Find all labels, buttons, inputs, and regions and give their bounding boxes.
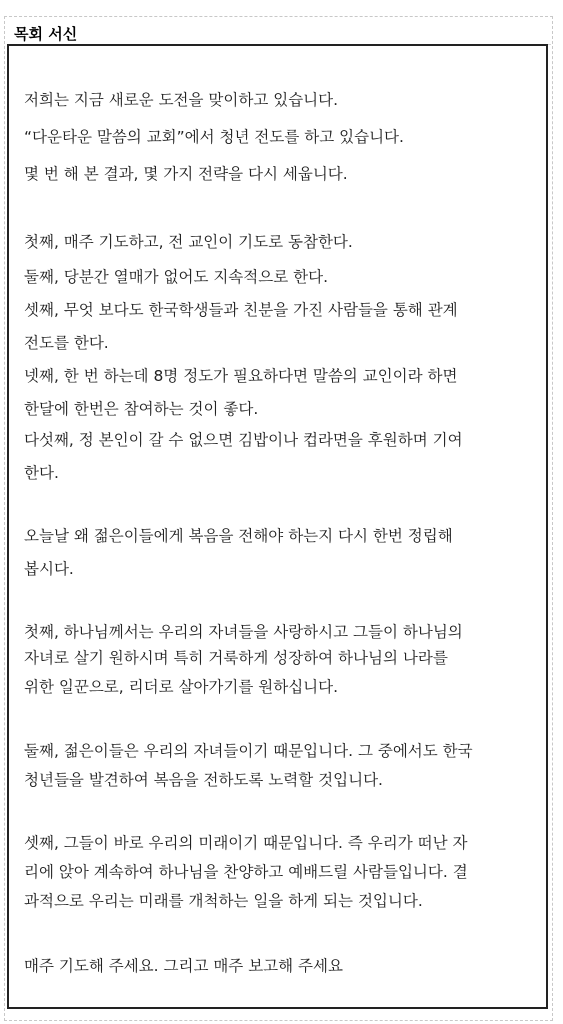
letter-line: “다운타운 말씀의 교회”에서 청년 전도를 하고 있습니다. [24,128,404,146]
letter-line: 둘째, 당분간 열매가 없어도 지속적으로 한다. [24,268,329,286]
letter-line: 첫째, 매주 기도하고, 전 교인이 기도로 동참한다. [24,233,353,251]
letter-line: 과적으로 우리는 미래를 개척하는 일을 하게 되는 것입니다. [24,892,423,910]
letter-line: 한달에 한번은 참여하는 것이 좋다. [24,400,259,418]
letter-line: 셋째, 그들이 바로 우리의 미래이기 때문입니다. 즉 우리가 떠난 자 [24,834,468,852]
letter-line: 둘째, 젊은이들은 우리의 자녀들이기 때문입니다. 그 중에서도 한국 [24,742,473,760]
letter-line: 오늘날 왜 젊은이들에게 복음을 전해야 하는지 다시 한번 정립해 [24,527,453,545]
letter-line: 리에 앉아 계속하여 하나님을 찬양하고 예배드릴 사람들입니다. 결 [24,863,468,881]
letter-line: 봅시다. [24,560,74,578]
letter-line: 첫째, 하나님께서는 우리의 자녀들을 사랑하시고 그들이 하나님의 [24,623,463,641]
section-header [8,22,551,45]
letter-line: 전도를 한다. [24,334,109,352]
letter-line: 몇 번 해 본 결과, 몇 가지 전략을 다시 세웁니다. [24,165,348,183]
letter-line: 청년들을 발견하여 복음을 전하도록 노력할 것입니다. [24,771,383,789]
letter-line: 위한 일꾼으로, 리더로 살아가기를 원하십니다. [24,678,339,696]
page-title: 목회 서신 [14,25,78,43]
letter-line: 다섯째, 정 본인이 갈 수 없으면 김밥이나 컵라면을 후원하며 기여 [24,431,463,449]
letter-line: 한다. [24,464,59,482]
letter-line: 저희는 지금 새로운 도전을 맞이하고 있습니다. [24,91,339,109]
letter-line: 넷째, 한 번 하는데 8명 정도가 필요하다면 말씀의 교인이라 하면 [24,367,458,385]
letter-line: 셋째, 무엇 보다도 한국학생들과 친분을 가진 사람들을 통해 관계 [24,301,458,319]
letter-line: 매주 기도해 주세요. 그리고 매주 보고해 주세요 [24,957,343,975]
letter-line: 자녀로 살기 원하시며 특히 거룩하게 성장하여 하나님의 나라를 [24,649,448,667]
